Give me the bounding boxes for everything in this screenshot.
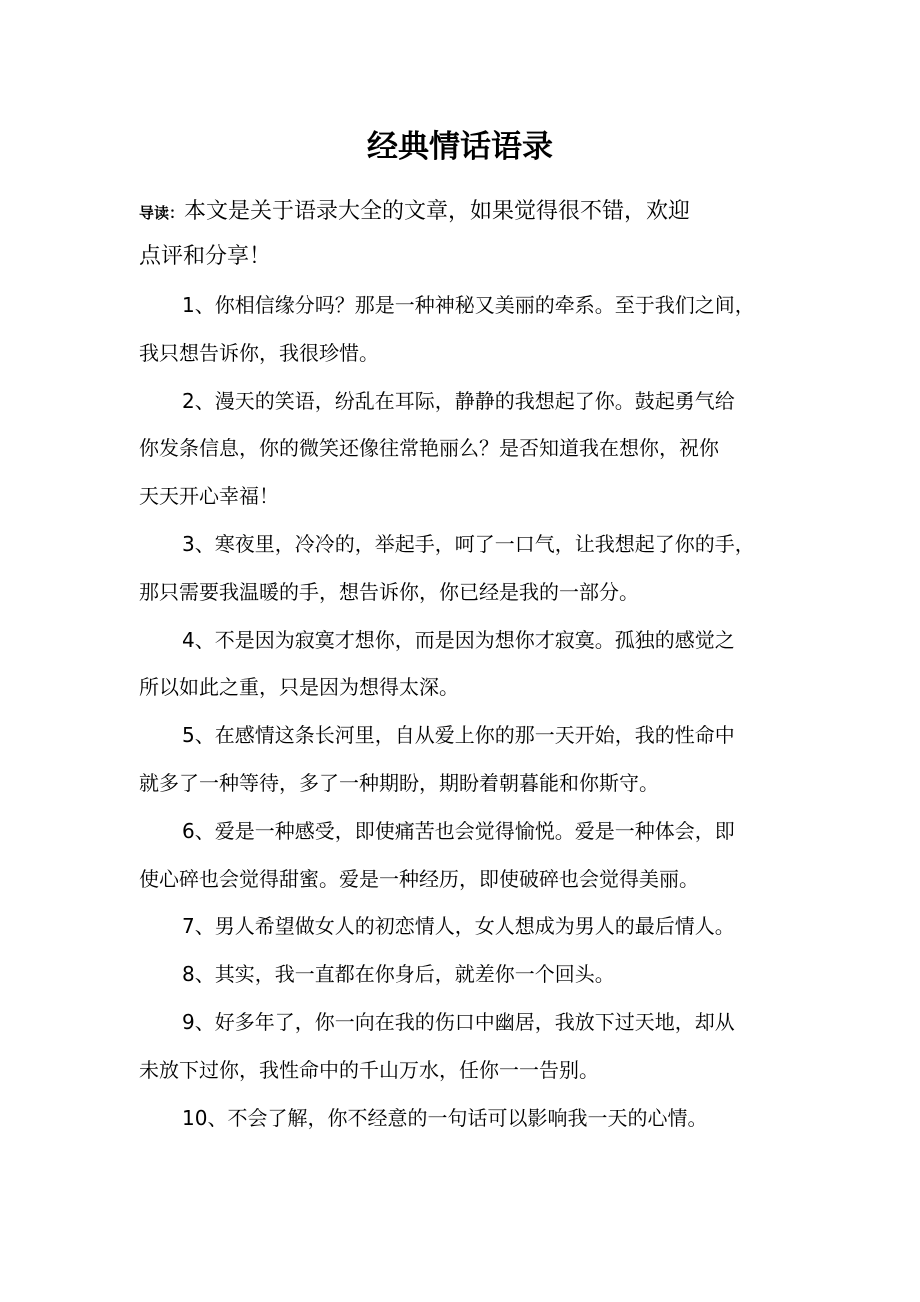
quote-item-10 <box>139 1095 809 1143</box>
quote-line: 1、你相信缘分吗？那是一种神秘又美丽的牵系。至于我们之间， <box>182 293 755 317</box>
quote-item-4 <box>139 617 809 713</box>
quote-line: 6、爱是一种感受，即使痛苦也会觉得愉悦。爱是一种体会，即 <box>182 818 735 843</box>
quote-line: 天天开心幸福！ <box>139 484 279 509</box>
quote-line: 就多了一种等待，多了一种期盼，期盼着朝暮能和你斯守。 <box>139 770 659 795</box>
intro-line-1 <box>139 190 789 235</box>
quote-item-1 <box>139 282 809 378</box>
quote-line: 10、不会了解，你不经意的一句话可以影响我一天的心情。 <box>182 1105 708 1130</box>
quote-item-8 <box>139 951 809 999</box>
quote-line: 你发条信息，你的微笑还像往常艳丽么？是否知道我在想你，祝你 <box>139 436 719 461</box>
quote-item-6 <box>139 808 809 904</box>
intro-label: 导读： <box>139 204 185 222</box>
intro-text-1: 本文是关于语录大全的文章，如果觉得很不错，欢迎 <box>184 199 691 224</box>
quote-item-2 <box>139 378 809 521</box>
quote-line: 5、在感情这条长河里，自从爱上你的那一天开始，我的性命中 <box>182 723 735 748</box>
quote-line: 4、不是因为寂寞才想你，而是因为想你才寂寞。孤独的感觉之 <box>182 627 735 652</box>
quote-item-7 <box>139 903 809 951</box>
document-title: 经典情话语录 <box>367 129 553 165</box>
quote-line: 8、其实，我一直都在你身后，就差你一个回头。 <box>182 962 615 987</box>
intro-block <box>139 190 789 278</box>
quote-item-3 <box>139 521 809 617</box>
quote-line: 所以如此之重，只是因为想得太深。 <box>139 675 459 700</box>
quote-item-9 <box>139 999 809 1095</box>
quote-line: 使心碎也会觉得甜蜜。爱是一种经历，即使破碎也会觉得美丽。 <box>139 866 699 891</box>
quote-line: 9、好多年了，你一向在我的伤口中幽居，我放下过天地，却从 <box>182 1009 735 1034</box>
intro-line-2: 点评和分享！ <box>139 244 272 269</box>
quote-line: 7、男人希望做女人的初恋情人，女人想成为男人的最后情人。 <box>182 914 735 939</box>
quote-line: 未放下过你，我性命中的千山万水，任你一一告别。 <box>139 1057 599 1082</box>
quote-line: 2、漫天的笑语，纷乱在耳际，静静的我想起了你。鼓起勇气给 <box>182 388 735 413</box>
quote-line: 我只想告诉你，我很珍惜。 <box>139 340 379 365</box>
quote-list <box>139 282 809 1142</box>
quote-line: 那只需要我温暖的手，想告诉你，你已经是我的一部分。 <box>139 579 639 604</box>
quote-item-5 <box>139 712 809 808</box>
quote-line: 3、寒夜里，冷冷的，举起手，呵了一口气，让我想起了你的手， <box>182 531 755 556</box>
